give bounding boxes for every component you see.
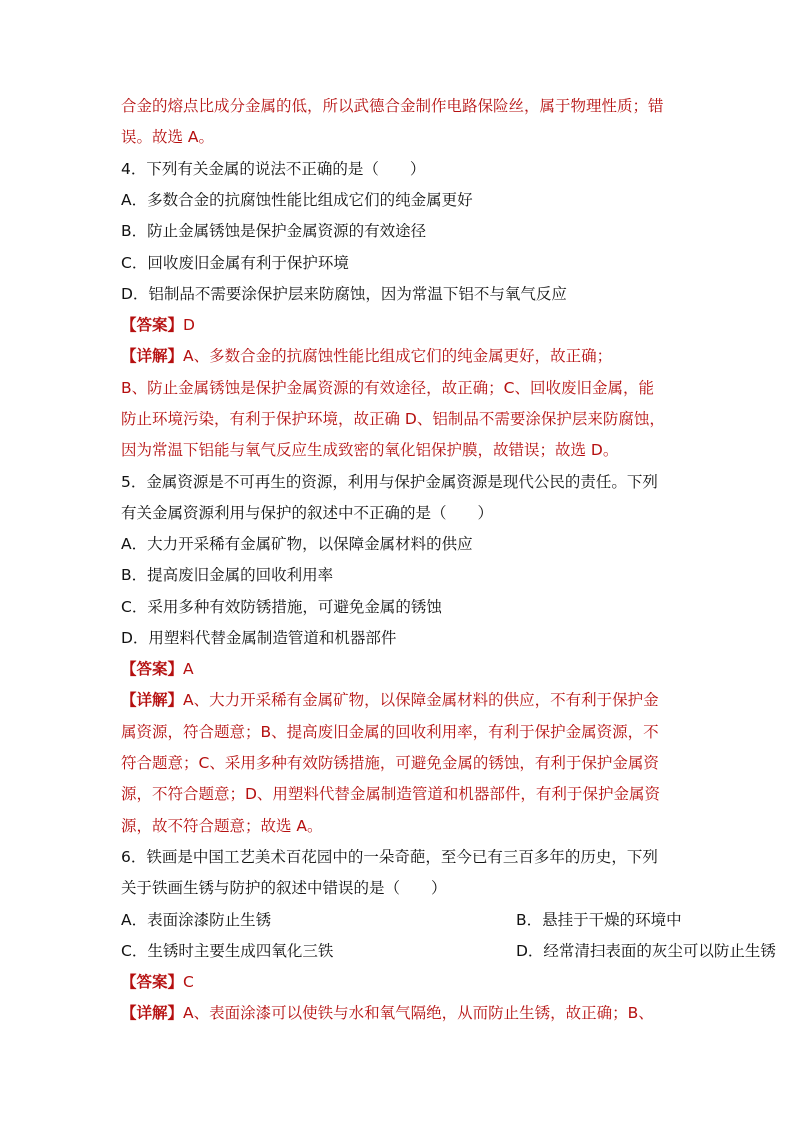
explanation-text: A、大力开采稀有金属矿物，以保障金属材料的供应，不有利于保护金 <box>183 691 659 709</box>
explanation-line: 防止环境污染，有利于保护环境，故正确 D、铝制品不需要涂保护层来防腐蚀， <box>121 410 665 428</box>
question-5-stem: 有关金属资源利用与保护的叙述中不正确的是（ ） <box>121 504 494 522</box>
question-6-stem: 关于铁画生锈与防护的叙述中错误的是（ ） <box>121 879 447 897</box>
question-6-option-d: D．经常清扫表面的灰尘可以防止生锈 <box>516 942 776 960</box>
answer-line <box>121 315 681 335</box>
question-6-option-a: A．表面涂漆防止生锈 <box>121 911 272 929</box>
question-5-option-a: A．大力开采稀有金属矿物，以保障金属材料的供应 <box>121 535 473 553</box>
question-4-option-b: B．防止金属锈蚀是保护金属资源的有效途径 <box>121 222 427 240</box>
explanation-text: A、表面涂漆可以使铁与水和氧气隔绝，从而防止生锈，故正确；B、 <box>183 1004 654 1022</box>
explanation-line: B、防止金属锈蚀是保护金属资源的有效途径，故正确；C、回收废旧金属，能 <box>121 379 654 397</box>
explanation-line: 源，不符合题意；D、用塑料代替金属制造管道和机器部件，有利于保护金属资 <box>121 785 660 803</box>
explanation-line: 因为常温下铝能与氧气反应生成致密的氧化铝保护膜，故错误；故选 D。 <box>121 441 619 459</box>
question-4-option-c: C．回收废旧金属有利于保护环境 <box>121 254 349 272</box>
explanation-line <box>121 346 681 366</box>
explanation-line <box>121 690 681 710</box>
question-6-option-b: B．悬挂于干燥的环境中 <box>516 911 682 929</box>
explanation-line: 属资源，符合题意；B、提高废旧金属的回收利用率，有利于保护金属资源，不 <box>121 723 659 741</box>
explanation-line: 合金的熔点比成分金属的低，所以武德合金制作电路保险丝，属于物理性质；错 <box>121 97 664 115</box>
explanation-line: 源，故不符合题意；故选 A。 <box>121 817 323 835</box>
answer-value: D <box>183 316 195 334</box>
question-6-options-row <box>121 910 681 930</box>
answer-line <box>121 659 681 679</box>
answer-value: A <box>183 660 194 678</box>
answer-tag: 【答案】 <box>121 973 184 991</box>
answer-tag: 【答案】 <box>121 660 184 678</box>
question-4-option-a: A．多数合金的抗腐蚀性能比组成它们的纯金属更好 <box>121 191 473 209</box>
explanation-line: 误。故选 A。 <box>121 128 215 146</box>
question-5-option-d: D．用塑料代替金属制造管道和机器部件 <box>121 629 397 647</box>
explanation-line <box>121 1003 681 1023</box>
explanation-tag: 【详解】 <box>121 1004 184 1022</box>
explanation-text: A、多数合金的抗腐蚀性能比组成它们的纯金属更好，故正确； <box>183 347 613 365</box>
answer-tag: 【答案】 <box>121 316 184 334</box>
question-4-stem: 4．下列有关金属的说法不正确的是（ ） <box>121 160 426 178</box>
question-4-option-d: D．铝制品不需要涂保护层来防腐蚀，因为常温下铝不与氧气反应 <box>121 285 567 303</box>
question-5-option-b: B．提高废旧金属的回收利用率 <box>121 566 334 584</box>
question-6-options-row <box>121 941 776 961</box>
answer-value: C <box>183 973 194 991</box>
question-5-option-c: C．采用多种有效防锈措施，可避免金属的锈蚀 <box>121 598 442 616</box>
question-5-stem: 5．金属资源是不可再生的资源，利用与保护金属资源是现代公民的责任。下列 <box>121 473 658 491</box>
explanation-tag: 【详解】 <box>121 691 184 709</box>
question-6-stem: 6．铁画是中国工艺美术百花园中的一朵奇葩，至今已有三百多年的历史，下列 <box>121 848 658 866</box>
question-6-option-c: C．生锈时主要生成四氧化三铁 <box>121 942 334 960</box>
explanation-line: 符合题意；C、采用多种有效防锈措施，可避免金属的锈蚀，有利于保护金属资 <box>121 754 659 772</box>
answer-line <box>121 972 681 992</box>
explanation-tag: 【详解】 <box>121 347 184 365</box>
